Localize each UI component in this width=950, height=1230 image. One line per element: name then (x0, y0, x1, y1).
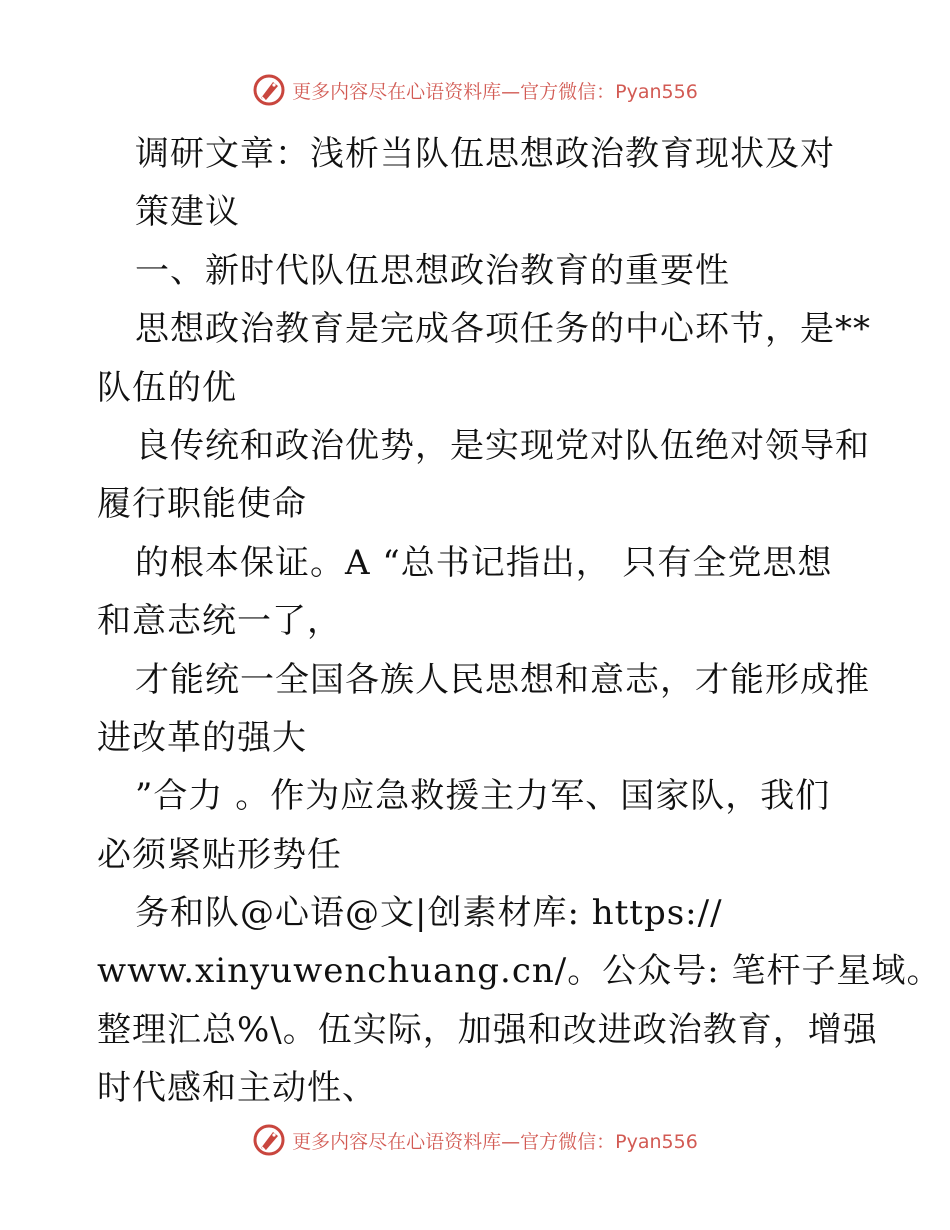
paragraph-line: 履行职能使命 (97, 484, 307, 525)
pen-nib-logo-icon (252, 73, 286, 107)
paragraph-line: 队伍的优 (97, 367, 237, 408)
paragraph-line: 和意志统一了， (97, 601, 342, 642)
paragraph-line: 整理汇总%\。伍实际，加强和改进政治教育，增强 (97, 1009, 878, 1050)
document-title-line-2: 策建议 (135, 192, 240, 233)
paragraph-line-url: www.xinyuwenchuang.cn/。公众号: 笔杆子星域。 (97, 951, 942, 992)
document-body (97, 125, 942, 1118)
watermark-text: 更多内容尽在心语资料库—官方微信：Pyan556 (292, 80, 698, 103)
pen-nib-logo-icon (252, 1123, 286, 1157)
paragraph-line: ”合力 。作为应急救援主力军、国家队，我们 (135, 776, 831, 817)
paragraph-line: 才能统一全国各族人民思想和意志，才能形成推 (135, 659, 870, 700)
paragraph-line: 良传统和政治优势，是实现党对队伍绝对领导和 (135, 425, 870, 466)
footer-watermark-banner (0, 1120, 950, 1160)
paragraph-line: 务和队@心语@文|创素材库: https:// (135, 893, 723, 934)
paragraph-line: 必须紧贴形势任 (97, 834, 342, 875)
section-heading: 一、新时代队伍思想政治教育的重要性 (135, 250, 730, 291)
document-title-line-1: 调研文章：浅析当队伍思想政治教育现状及对 (135, 134, 835, 174)
paragraph-line: 的根本保证。A “总书记指出， 只有全党思想 (135, 542, 833, 583)
paragraph-line: 时代感和主动性、 (97, 1068, 377, 1109)
paragraph-line: 进改革的强大 (97, 717, 307, 758)
header-watermark-banner (0, 70, 950, 110)
paragraph-line: 思想政治教育是完成各项任务的中心环节，是** (135, 309, 871, 350)
watermark-text: 更多内容尽在心语资料库—官方微信：Pyan556 (292, 1130, 698, 1153)
